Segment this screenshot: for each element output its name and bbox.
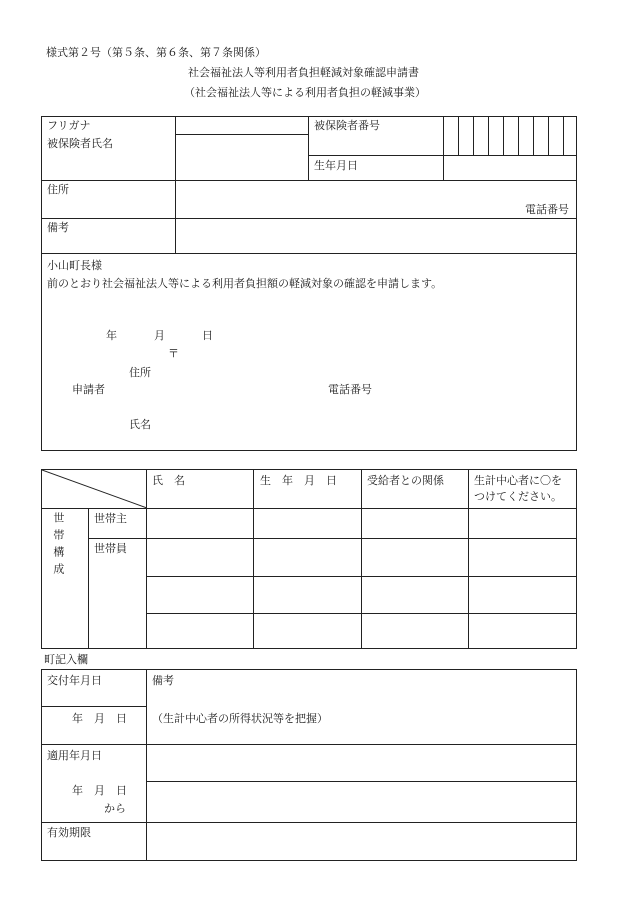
issue-date-ymd: 年 月 日 xyxy=(72,712,127,725)
office-section-label: 町記入欄 xyxy=(44,653,88,666)
address-field[interactable] xyxy=(176,181,576,218)
insured-name-label: 被保険者氏名 xyxy=(47,137,113,150)
col-name-header: 氏 名 xyxy=(152,474,185,487)
applicant-phone-label: 電話番号 xyxy=(328,383,372,396)
apply-date-ymd: 年 月 日 xyxy=(72,784,127,797)
header-diagonal xyxy=(42,470,147,508)
date-month: 月 xyxy=(154,329,165,342)
head-relation-field[interactable] xyxy=(362,509,468,538)
member3-name-field[interactable] xyxy=(147,614,253,649)
office-remarks-label: 備考 xyxy=(152,674,174,687)
member2-name-field[interactable] xyxy=(147,577,253,613)
birthdate-label: 生年月日 xyxy=(314,159,358,172)
applicant-address-label: 住所 xyxy=(129,366,151,379)
form-title: 社会福祉法人等利用者負担軽減対象確認申請書 xyxy=(188,66,419,79)
remarks-label: 備考 xyxy=(47,221,69,234)
head-name-field[interactable] xyxy=(147,509,253,538)
applicant-label: 申請者 xyxy=(72,383,105,396)
household-head-label: 世帯主 xyxy=(94,512,127,525)
form-subtitle: （社会福祉法人等による利用者負担の軽減事業） xyxy=(184,86,426,99)
furigana-label: フリガナ xyxy=(47,119,91,132)
applicant-name-label: 氏名 xyxy=(129,418,151,431)
office-remarks-field[interactable] xyxy=(147,745,577,781)
date-day: 日 xyxy=(202,329,213,342)
applicant-info-table xyxy=(41,116,577,254)
insured-name-field[interactable] xyxy=(176,135,307,179)
col-center-header-1: 生計中心者に〇を xyxy=(474,474,562,487)
declaration-block xyxy=(41,253,577,451)
apply-date-from: から xyxy=(104,802,126,815)
household-composition-label: 世帯構成 xyxy=(51,512,65,580)
expiry-label: 有効期限 xyxy=(47,826,91,839)
office-remarks-note: （生計中心者の所得状況等を把握） xyxy=(152,712,328,725)
postal-mark: 〒 xyxy=(168,347,179,360)
issue-date-label: 交付年月日 xyxy=(47,674,102,687)
household-table xyxy=(41,469,577,649)
office-table xyxy=(41,669,577,861)
addressee: 小山町長様 xyxy=(47,259,102,272)
phone-label: 電話番号 xyxy=(525,203,569,216)
expiry-field[interactable] xyxy=(147,823,577,861)
insured-number-boxes[interactable] xyxy=(444,118,577,155)
col-relation-header: 受給者との関係 xyxy=(367,474,444,487)
declaration-statement: 前のとおり社会福祉法人等による利用者負担額の軽減対象の確認を申請します。 xyxy=(47,277,443,290)
insured-number-label: 被保険者番号 xyxy=(314,119,380,132)
birthdate-field[interactable] xyxy=(444,156,577,180)
address-label: 住所 xyxy=(47,183,69,196)
remarks-field[interactable] xyxy=(176,219,576,254)
member1-name-field[interactable] xyxy=(147,539,253,576)
head-birth-field[interactable] xyxy=(254,509,361,538)
furigana-field[interactable] xyxy=(176,118,307,134)
head-center-field[interactable] xyxy=(469,509,577,538)
apply-date-field[interactable] xyxy=(147,782,577,822)
form-reference: 様式第２号（第５条、第６条、第７条関係） xyxy=(46,46,266,59)
apply-date-label: 適用年月日 xyxy=(47,749,102,762)
col-birth-header: 生 年 月 日 xyxy=(260,474,337,487)
col-center-header-2: つけてください。 xyxy=(474,490,562,503)
date-year: 年 xyxy=(106,329,117,342)
household-member-label: 世帯員 xyxy=(94,542,127,555)
